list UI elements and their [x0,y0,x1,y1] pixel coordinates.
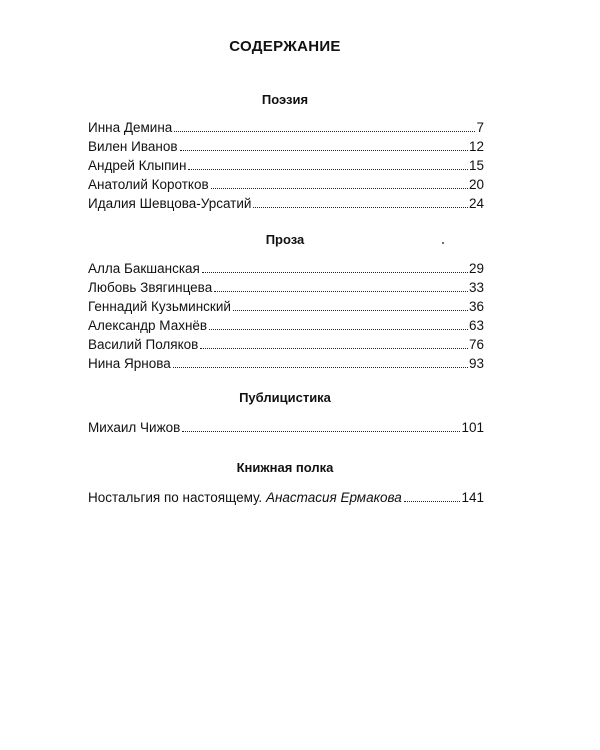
dot-leader [182,431,460,432]
toc-entry-name: Нина Ярнова [88,356,171,371]
toc-entry[interactable] [88,418,484,437]
section-heading-publicism: Публицистика [239,390,331,405]
toc-list-poetry [88,118,484,213]
toc-entry-page: 141 [461,490,484,505]
page-title: СОДЕРЖАНИЕ [229,38,341,55]
toc-entry-name: Александр Махнёв [88,318,208,333]
dot-leader [188,169,468,170]
toc-entry-name [88,488,402,507]
section-heading-prose: Проза [265,232,305,247]
toc-entry-page: 24 [468,196,484,211]
toc-entry-author: Анастасия Ермакова [265,490,402,505]
toc-entry-page: 63 [468,318,484,333]
toc-entry-name: Алла Бакшанская [88,261,200,276]
toc-entry[interactable] [88,335,484,354]
toc-entry-name: Идалия Шевцова-Урсатий [88,196,252,211]
toc-entry[interactable] [88,278,484,297]
toc-entry-name: Андрей Клыпин [88,158,187,173]
toc-entry-name: Геннадий Кузьминский [88,299,231,314]
dot-leader [214,291,468,292]
toc-entry-name: Анатолий Коротков [88,177,209,192]
toc-entry-page: 20 [468,177,484,192]
toc-entry-page: 12 [468,139,484,154]
toc-entry[interactable] [88,118,484,137]
toc-entry[interactable] [88,316,484,335]
toc-entry[interactable] [88,297,484,316]
dot-leader [174,131,475,132]
dot-leader [173,367,468,368]
toc-entry-page: 33 [468,280,484,295]
toc-entry-name: Вилен Иванов [88,139,178,154]
toc-list-prose [88,259,484,373]
dot-leader [180,150,468,151]
dot-leader [209,329,468,330]
toc-entry-name: Любовь Звягинцева [88,280,213,295]
toc-entry[interactable] [88,194,484,213]
dot-leader [202,272,468,273]
section-heading-poetry: Поэзия [261,92,309,107]
toc-entry[interactable] [88,488,484,507]
toc-entry-name: Василий Поляков [88,337,199,352]
toc-entry-page: 93 [468,356,484,371]
dot-leader [404,501,461,502]
toc-entry[interactable] [88,259,484,278]
section-heading-bookshelf: Книжная полка [236,460,334,475]
toc-entry[interactable] [88,137,484,156]
toc-entry-page: 29 [468,261,484,276]
toc-list-bookshelf [88,488,484,507]
toc-entry-name: Михаил Чижов [88,420,181,435]
toc-entry-page: 36 [468,299,484,314]
toc-entry-title: Ностальгия по настоящему. [88,490,263,505]
dot-leader [253,207,468,208]
toc-entry[interactable] [88,156,484,175]
dot-leader [211,188,468,189]
toc-entry-page: 7 [476,120,484,135]
dot-leader [200,348,468,349]
toc-entry[interactable] [88,354,484,373]
toc-entry-page: 15 [468,158,484,173]
toc-list-publicism [88,418,484,437]
dot-leader [233,310,468,311]
toc-entry-page: 101 [461,420,484,435]
toc-entry-page: 76 [468,337,484,352]
toc-entry[interactable] [88,175,484,194]
toc-entry-name: Инна Демина [88,120,173,135]
